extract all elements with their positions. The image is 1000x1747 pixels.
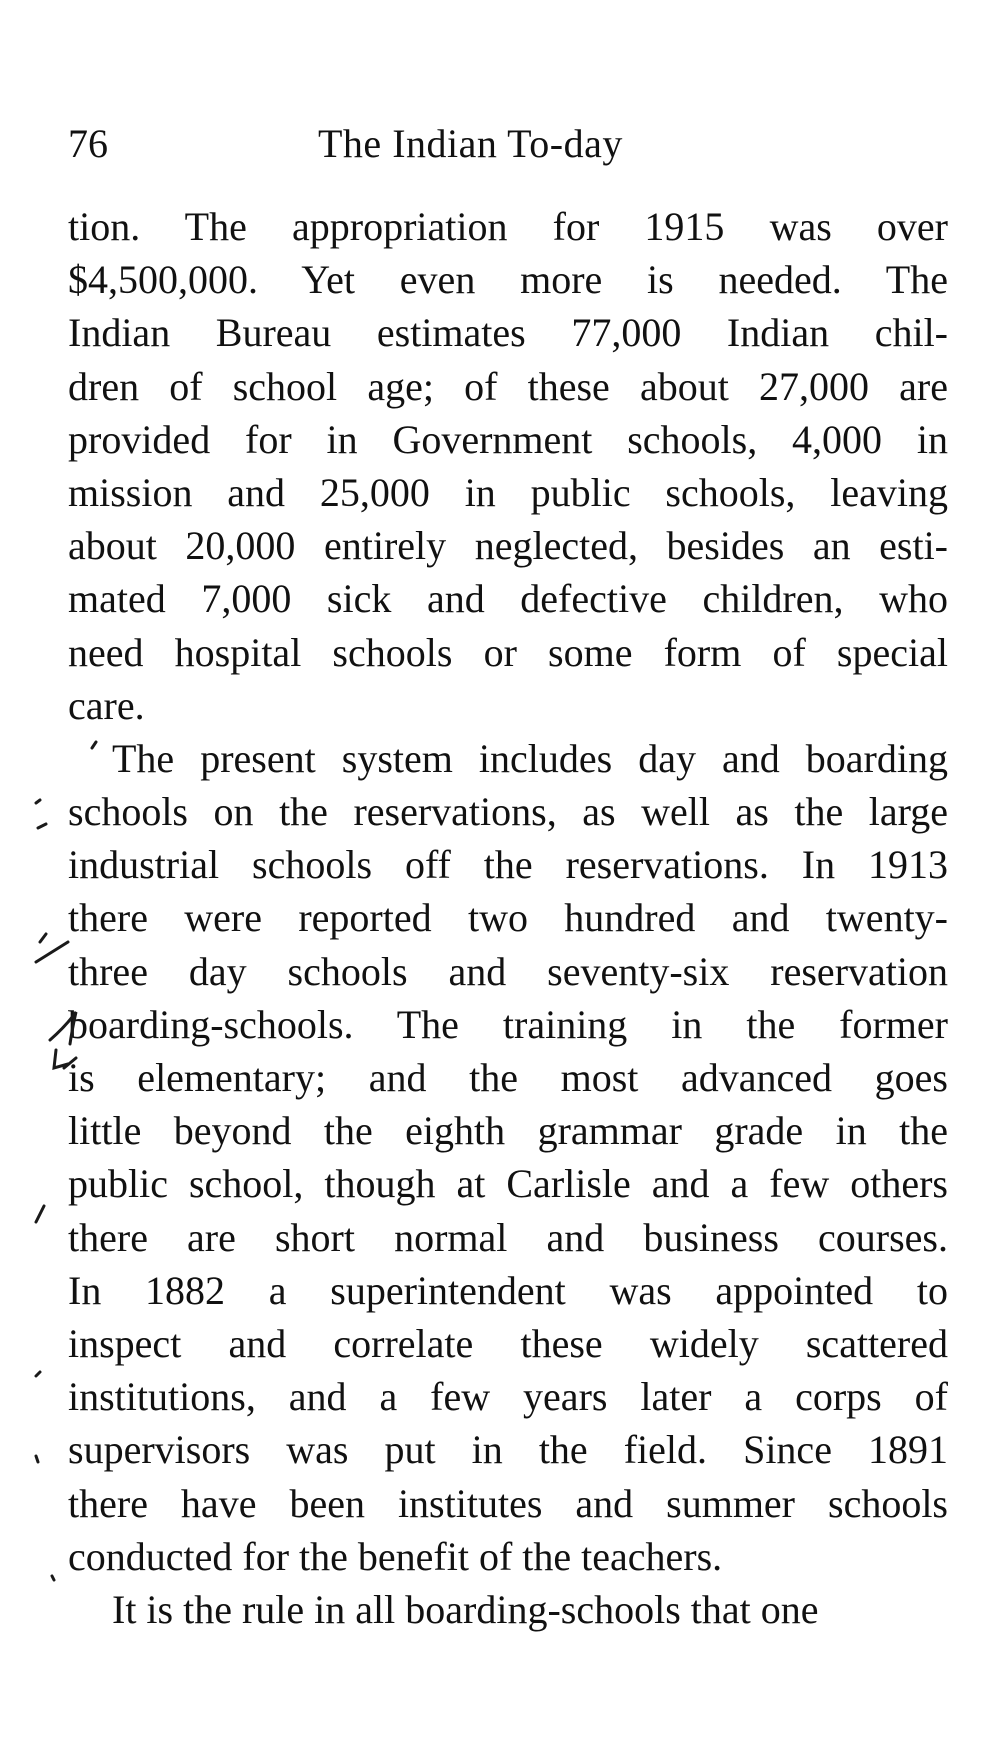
text-line: institutions, and a few years later a corps of <box>68 1374 948 1420</box>
text-line: there are short normal and business courses. <box>68 1214 948 1260</box>
text-line: mission and 25,000 in public schools, leaving <box>68 469 948 515</box>
text-line: dren of school age; of these about 27,000 are <box>68 363 948 409</box>
text-line: inspect and correlate these widely scattered <box>68 1320 948 1366</box>
text-line: little beyond the eighth grammar grade in the <box>68 1108 948 1154</box>
text-line: In 1882 a superintendent was appointed to <box>68 1267 948 1313</box>
pencil-tick <box>36 1456 38 1462</box>
text-line: mated 7,000 sick and defective children, who <box>68 576 948 622</box>
text-line: schools on the reservations, as well as the large <box>68 789 948 835</box>
pencil-tick <box>52 1576 54 1580</box>
text-line: $4,500,000. Yet even more is needed. The <box>68 257 948 303</box>
pencil-stroke <box>54 1050 68 1068</box>
text-line: public school, though at Carlisle and a few others <box>68 1161 948 1207</box>
pencil-tick <box>36 1372 40 1376</box>
text-line: supervisors was put in the field. Since 1891 <box>68 1427 948 1473</box>
running-title: The Indian To-day <box>318 121 623 166</box>
pencil-tick <box>38 824 46 828</box>
pencil-tick <box>36 800 40 803</box>
body-text <box>68 200 948 1636</box>
text-line: It is the rule in all boarding-schools that one <box>112 1586 819 1632</box>
text-line: industrial schools off the reservations. In 1913 <box>68 842 948 888</box>
text-line: about 20,000 entirely neglected, besides an esti- <box>68 523 948 569</box>
text-line: there have been institutes and summer schools <box>68 1480 948 1526</box>
text-line: conducted for the benefit of the teachers. <box>68 1533 723 1579</box>
text-line: three day schools and seventy-six reservation <box>68 948 948 994</box>
pencil-stroke <box>36 942 68 962</box>
text-line: provided for in Government schools, 4,000 in <box>68 416 948 462</box>
text-line: there were reported two hundred and twenty- <box>68 895 948 941</box>
text-line: is elementary; and the most advanced goes <box>68 1055 948 1100</box>
text-line: Indian Bureau estimates 77,000 Indian chil- <box>68 310 948 356</box>
text-line: tion. The appropriation for 1915 was over <box>68 204 948 249</box>
text-line: need hospital schools or some form of special <box>68 629 948 675</box>
text-line: care. <box>68 682 145 728</box>
pencil-tick <box>40 934 46 942</box>
page-header <box>68 120 948 180</box>
page-number: 76 <box>68 121 108 166</box>
pencil-tick <box>36 1206 44 1222</box>
text-line: The present system includes day and boarding <box>112 735 948 781</box>
text-line: boarding-schools. The training in the former <box>68 1001 948 1047</box>
